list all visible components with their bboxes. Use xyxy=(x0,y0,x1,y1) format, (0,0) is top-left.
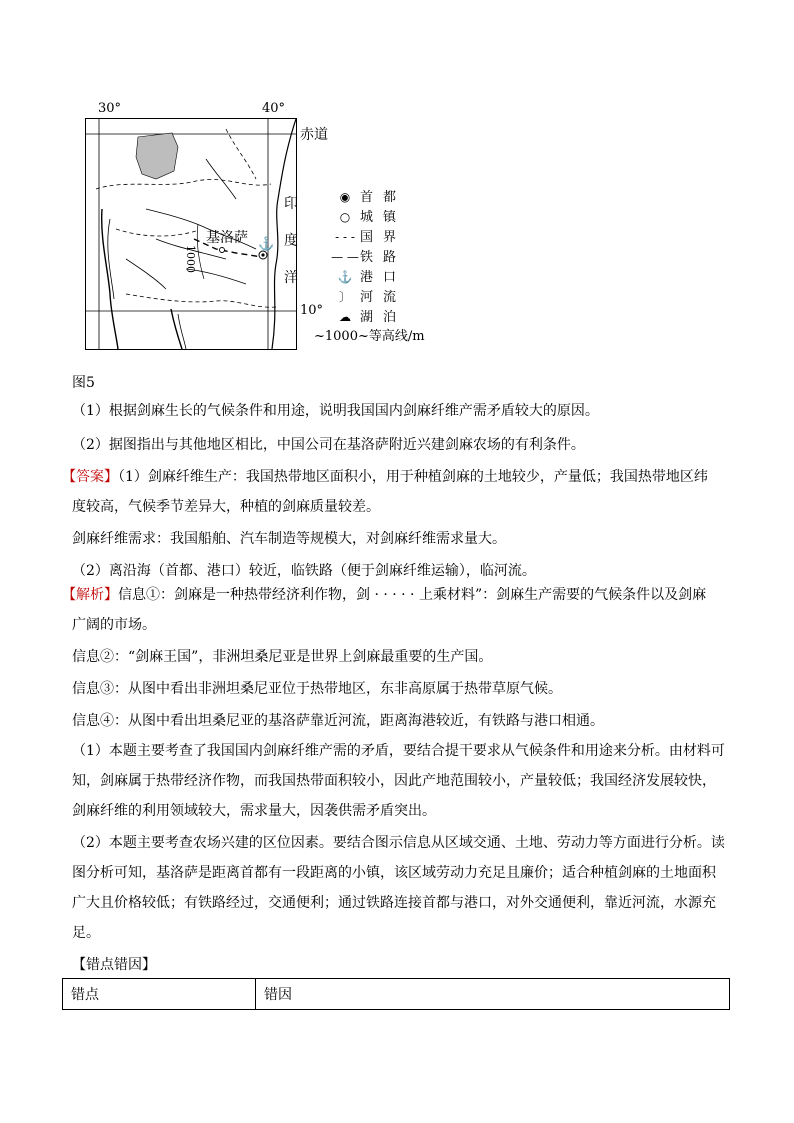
analysis-tag: 【解析】 xyxy=(62,587,118,603)
port-anchor-icon: ⚓ xyxy=(258,237,275,252)
lon-30-label: 30° xyxy=(98,101,122,116)
errors-col-1-header: 错点 xyxy=(63,979,256,1010)
analysis-line-2: 广阔的市场。 xyxy=(72,617,156,633)
map-figure xyxy=(85,118,297,350)
legend-town: ○ 城镇 xyxy=(330,208,406,226)
equator-label: 赤道 xyxy=(300,127,328,143)
analysis-line-1: 【解析】信息①：剑麻是一种热带经济利作物，剑 · · · · · 上乘材料”：剑麻生产需要的气候条件以及剑麻 xyxy=(62,587,707,603)
port-anchor-icon: ⚓ xyxy=(337,270,353,284)
ocean-label-1: 印 xyxy=(284,196,298,212)
errors-col-2-header: 错因 xyxy=(256,979,730,1010)
river-icon: 〕 xyxy=(338,290,351,304)
analysis-p2-line-3: 广大且价格较低；有铁路经过，交通便利；通过铁路连接首都与港口，对外交通便利，靠近河流，水源充 xyxy=(72,895,716,911)
town-icon: ○ xyxy=(339,210,351,224)
lat-10-label: 10° xyxy=(300,303,324,318)
errors-table xyxy=(62,978,730,1010)
lon-40-label: 40° xyxy=(262,101,286,116)
analysis-p1-line-2: 知，剑麻属于热带经济作物，而我国热带面积较小，因此产地范围较小，产量较低；我国经济发展较快， xyxy=(72,773,716,789)
analysis-p1-line-1: （1）本题主要考查了我国国内剑麻纤维产需的矛盾，要结合提干要求从气候条件和用途来分析。由材料可 xyxy=(72,743,725,759)
question-2: （2）据图指出与其他地区相比，中国公司在基洛萨附近兴建剑麻农场的有利条件。 xyxy=(72,437,585,453)
legend-contour: ~1000~等高线/m xyxy=(314,329,425,344)
lake-icon: ☁ xyxy=(339,310,351,324)
answer-line-4: （2）离沿海（首都、港口）较近，临铁路（便于剑麻纤维运输），临河流。 xyxy=(72,563,536,579)
analysis-info-2: 信息②：“剑麻王国”，非洲坦桑尼亚是世界上剑麻最重要的生产国。 xyxy=(72,649,493,665)
answer-tag: 【答案】 xyxy=(62,469,118,485)
answer-line-2: 度较高，气候季节差异大，种植的剑麻质量较差。 xyxy=(72,499,380,515)
analysis-p2-line-2: 图分析可知，基洛萨是距离首都有一段距离的小镇，该区域劳动力充足且廉价；适合种植剑麻的土地面积 xyxy=(72,865,716,881)
railway-line-icon: — — xyxy=(331,250,359,264)
capital-icon: ◉ xyxy=(339,190,351,204)
legend-river: 〕 河流 xyxy=(330,288,406,306)
contour-value-label: 1000 xyxy=(184,245,197,273)
border-line-icon: - - - xyxy=(335,230,355,244)
analysis-info-4: 信息④：从图中看出坦桑尼亚的基洛萨靠近河流，距离海港较近，有铁路与港口相通。 xyxy=(72,713,604,729)
table-row xyxy=(63,979,730,1010)
ocean-label-3: 洋 xyxy=(284,270,298,286)
answer-line-3: 剑麻纤维需求：我国船舶、汽车制造等规模大，对剑麻纤维需求量大。 xyxy=(72,531,506,547)
ocean-label-2: 度 xyxy=(284,233,298,249)
analysis-p2-line-4: 足。 xyxy=(72,925,100,941)
answer-line-1: 【答案】（1）剑麻纤维生产：我国热带地区面积小，用于种植剑麻的土地较少，产量低；我国热带地区纬 xyxy=(62,469,708,485)
analysis-p1-line-3: 剑麻纤维的利用领域较大，需求量大，因袭供需矛盾突出。 xyxy=(72,803,436,819)
figure-caption: 图5 xyxy=(72,375,95,391)
city-label: 基洛萨 xyxy=(206,230,248,246)
question-1: （1）根据剑麻生长的气候条件和用途，说明我国国内剑麻纤维产需矛盾较大的原因。 xyxy=(72,403,599,419)
analysis-info-3: 信息③：从图中看出非洲坦桑尼亚位于热带地区，东非高原属于热带草原气候。 xyxy=(72,681,562,697)
legend-railway: — —铁路 xyxy=(331,250,407,265)
analysis-p2-line-1: （2）本题主要考查农场兴建的区位因素。要结合图示信息从区域交通、土地、劳动力等方面进行分析。读 xyxy=(72,835,725,851)
errors-heading: 【错点错因】 xyxy=(72,957,156,973)
legend-border: - - - 国界 xyxy=(330,228,406,246)
map-drawing xyxy=(86,119,296,349)
legend-lake: ☁ 湖泊 xyxy=(330,308,406,326)
legend-capital: ◉ 首都 xyxy=(330,188,406,206)
legend-port: ⚓ 港口 xyxy=(330,268,406,286)
